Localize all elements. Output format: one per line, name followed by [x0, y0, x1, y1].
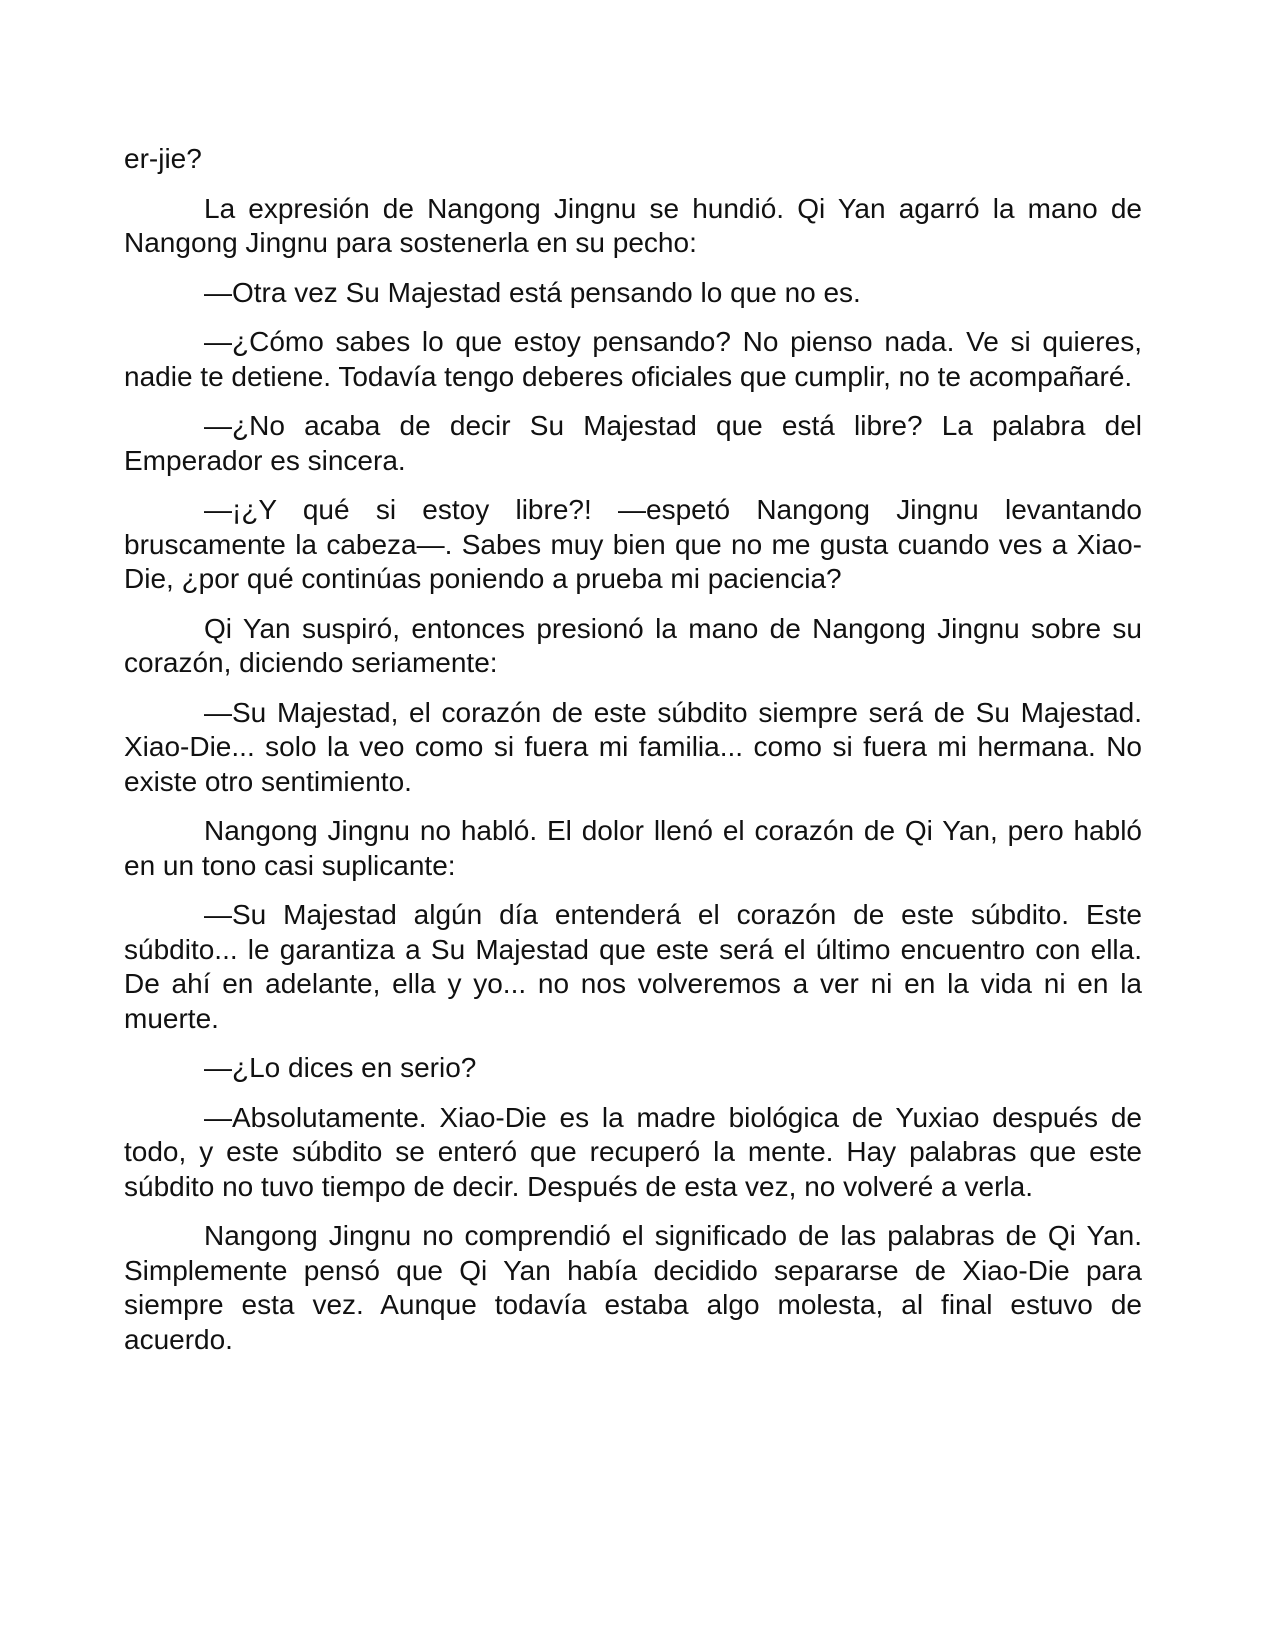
paragraph-8: —Su Majestad, el corazón de este súbdito siempre será de Su Majestad. Xiao-Die... solo la veo como si fuera mi familia... como si fuera mi hermana. No existe otro sentimiento.	[124, 696, 1142, 797]
document-page	[124, 142, 1142, 1372]
paragraph-2: La expresión de Nangong Jingnu se hundió. Qi Yan agarró la mano de Nangong Jingnu para sostenerla en su pecho:	[124, 192, 1142, 258]
paragraph-10: —Su Majestad algún día entenderá el corazón de este súbdito. Este súbdito... le garantiza a Su Majestad que este será el último encuentro con ella. De ahí en adelante, ella y yo... no nos volveremos a ver ni en la vida ni en la muerte.	[124, 899, 1142, 1034]
paragraph-7: Qi Yan suspiró, entonces presionó la mano de Nangong Jingnu sobre su corazón, diciendo seriamente:	[124, 612, 1142, 678]
paragraph-13: Nangong Jingnu no comprendió el significado de las palabras de Qi Yan. Simplemente pensó que Qi Yan había decidido separarse de Xiao-Die para siempre esta vez. Aunque todavía estaba algo molesta, al final estuvo de acuerdo.	[124, 1220, 1142, 1355]
paragraph-1: er-jie?	[124, 143, 202, 174]
paragraph-3: —Otra vez Su Majestad está pensando lo que no es.	[204, 276, 861, 308]
paragraph-9: Nangong Jingnu no habló. El dolor llenó el corazón de Qi Yan, pero habló en un tono casi suplicante:	[124, 815, 1142, 881]
paragraph-4: —¿Cómo sabes lo que estoy pensando? No pienso nada. Ve si quieres, nadie te detiene. Todavía tengo deberes oficiales que cumplir, no te acompañaré.	[124, 326, 1142, 392]
paragraph-11: —¿Lo dices en serio?	[204, 1052, 477, 1083]
paragraph-5: —¿No acaba de decir Su Majestad que está libre? La palabra del Emperador es sincera.	[124, 410, 1142, 476]
paragraph-12: —Absolutamente. Xiao-Die es la madre biológica de Yuxiao después de todo, y este súbdito se enteró que recuperó la mente. Hay palabras que este súbdito no tuvo tiempo de decir. Después de esta vez, no volveré a verla.	[124, 1101, 1142, 1202]
paragraph-6: —¡¿Y qué si estoy libre?! —espetó Nangong Jingnu levantando bruscamente la cabeza—. Sabes muy bien que no me gusta cuando ves a Xiao-Die, ¿por qué continúas poniendo a prueba mi paciencia?	[124, 494, 1142, 594]
